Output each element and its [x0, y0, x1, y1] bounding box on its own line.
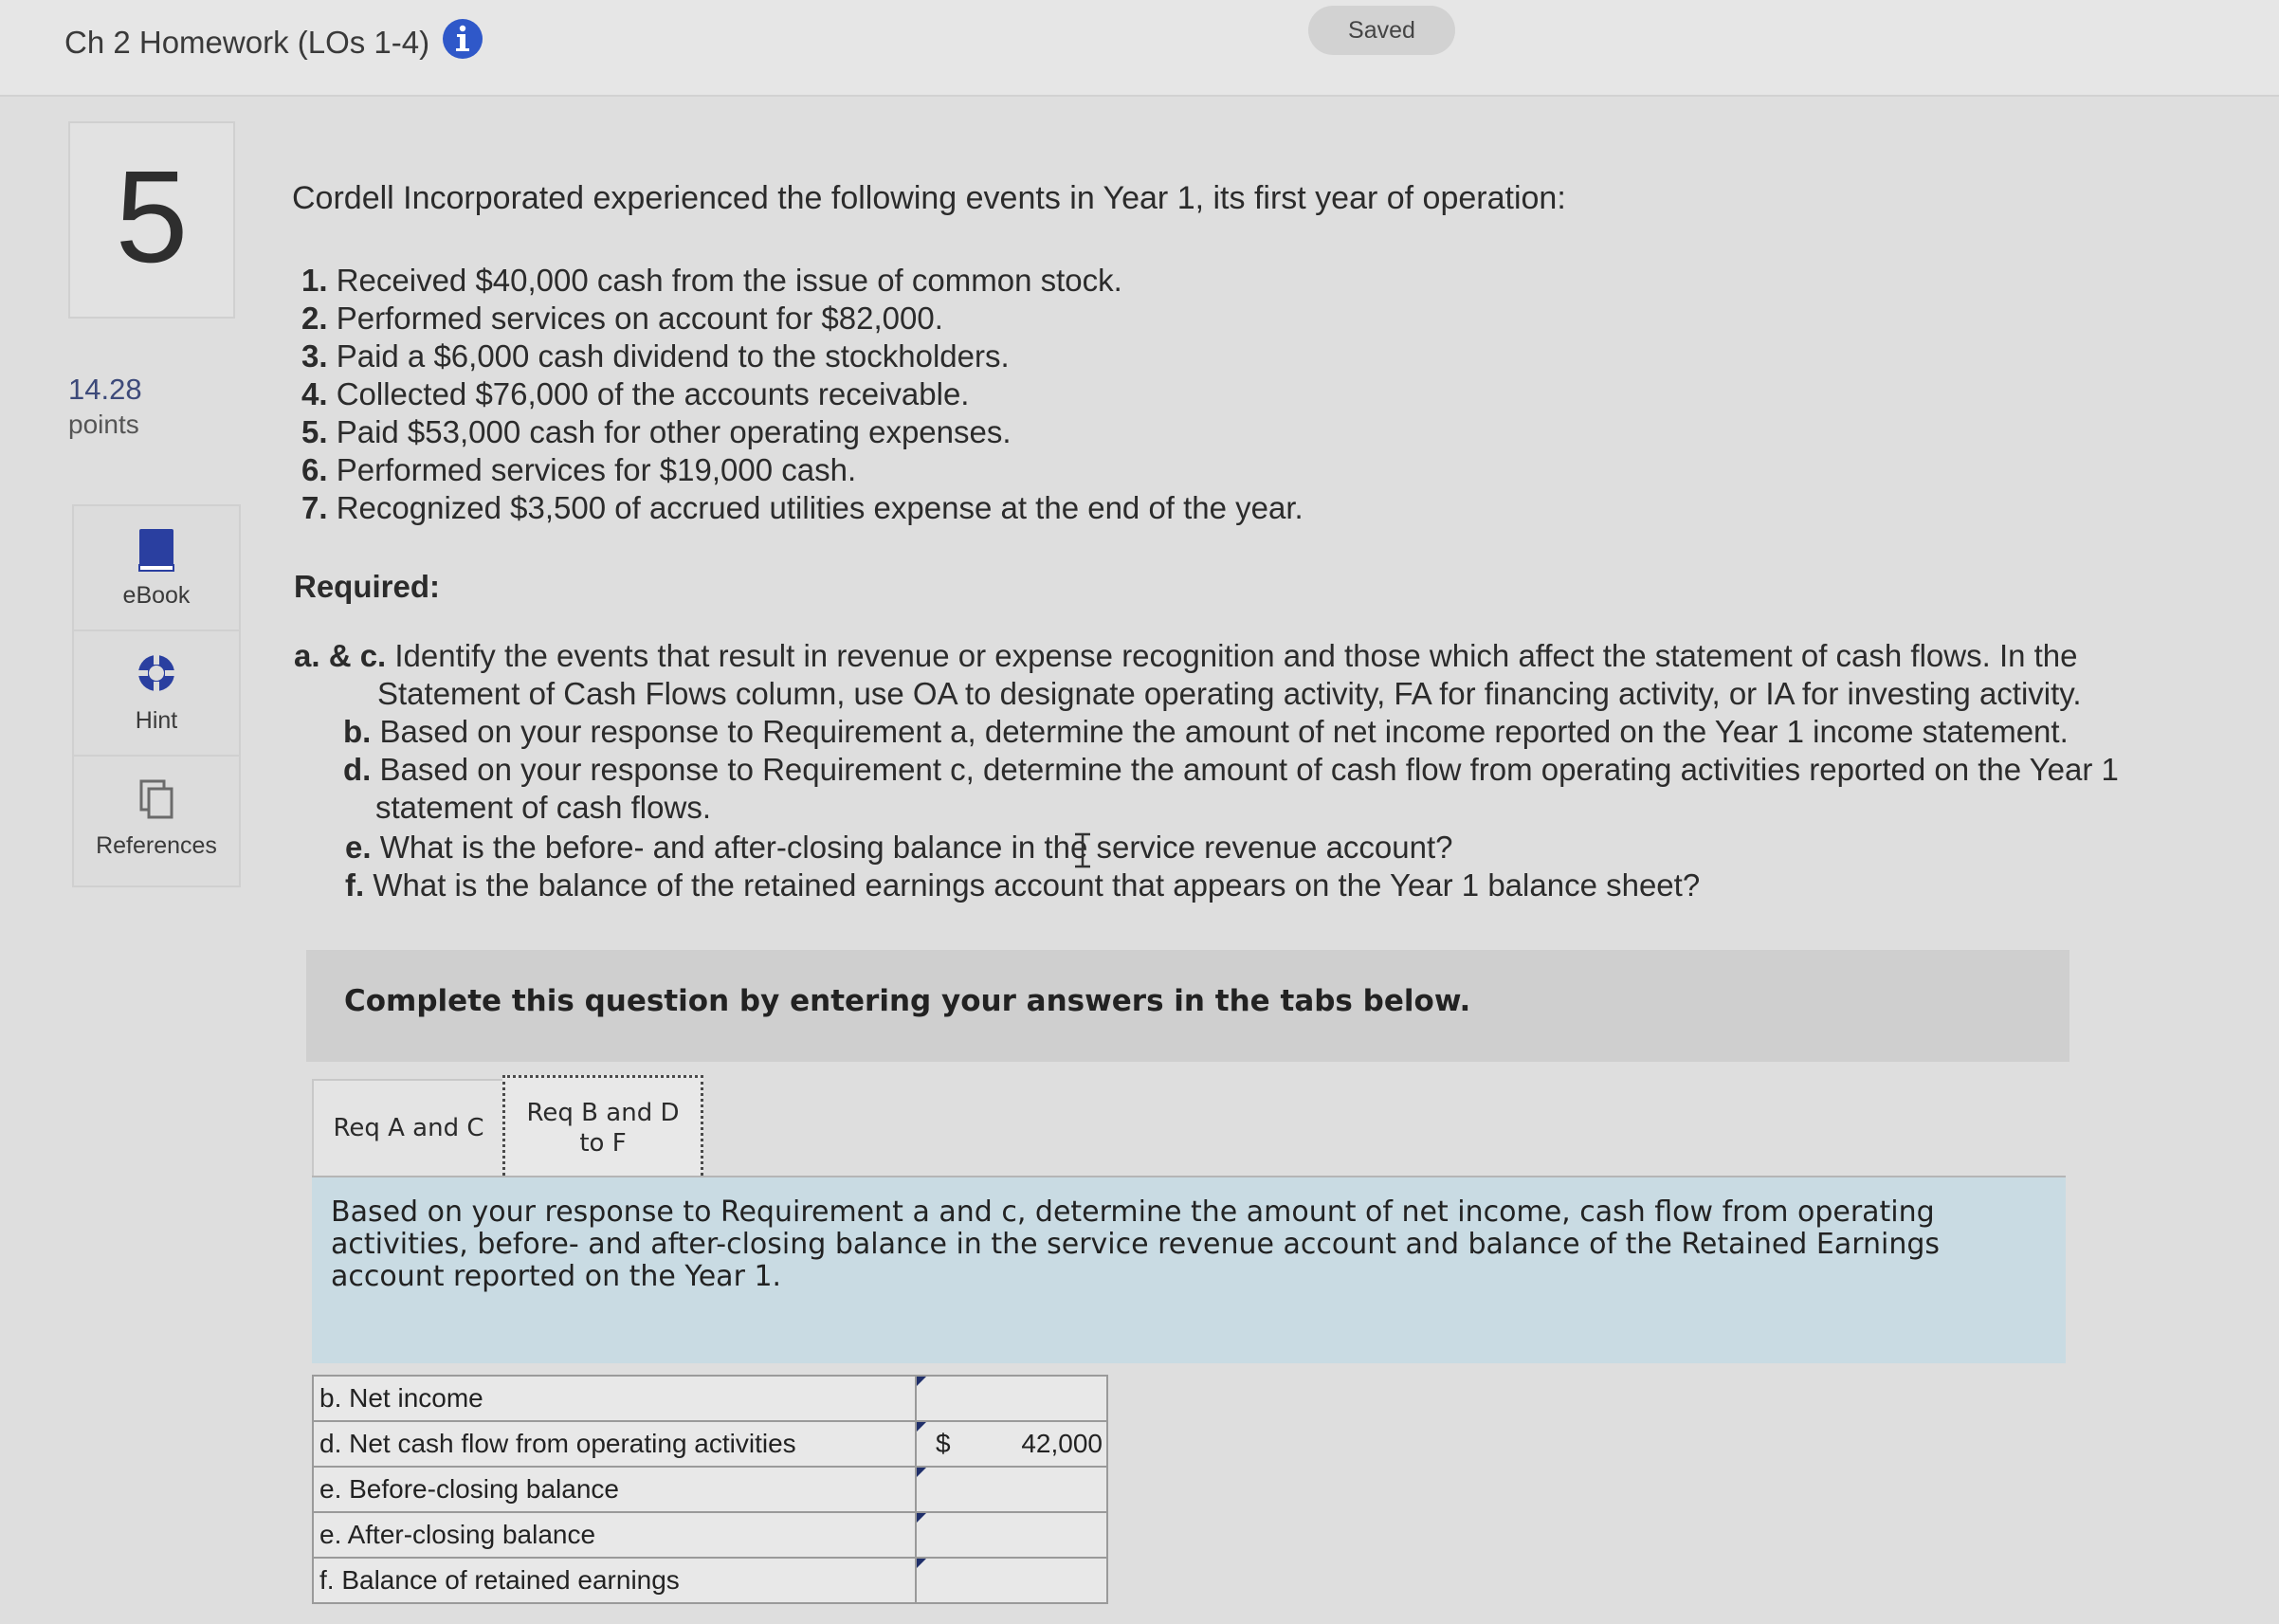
retained-earnings-input[interactable] — [916, 1558, 1107, 1603]
requirement-ac-cont: Statement of Cash Flows column, use OA to designate operating activity, FA for financing activity, or IA for investing activity. — [377, 676, 2082, 711]
points-value: 14.28 — [68, 373, 142, 406]
points-label: points — [68, 410, 139, 439]
hint-button[interactable] — [74, 631, 239, 757]
row-label: e. Before-closing balance — [313, 1467, 916, 1512]
ebook-label: eBook — [122, 582, 191, 609]
row-label: e. After-closing balance — [313, 1512, 916, 1558]
saved-status: Saved — [1308, 6, 1455, 55]
required-marker — [917, 1513, 926, 1523]
references-button[interactable] — [74, 757, 239, 880]
table-row — [313, 1376, 1107, 1421]
operating-cash-flow-input[interactable]: $ 42,000 — [916, 1421, 1107, 1467]
list-item: 2. Performed services on account for $82,000. — [301, 301, 943, 336]
after-closing-input[interactable] — [916, 1512, 1107, 1558]
table-row — [313, 1512, 1107, 1558]
row-label: b. Net income — [313, 1376, 916, 1421]
requirement-f: f. What is the balance of the retained earnings account that appears on the Year 1 balance sheet? — [345, 867, 1701, 903]
references-icon — [136, 777, 177, 825]
list-item: 5. Paid $53,000 cash for other operating expenses. — [301, 414, 1012, 449]
before-closing-input[interactable] — [916, 1467, 1107, 1512]
requirement-ac: a. & c. Identify the events that result in revenue or expense recognition and those which affect the statement of cash flows. In the — [294, 638, 2078, 673]
hint-icon — [136, 652, 177, 700]
requirement-d-cont: statement of cash flows. — [375, 790, 711, 825]
tab-req-b-and-d-to-f[interactable] — [502, 1075, 703, 1181]
required-marker — [917, 1559, 926, 1568]
list-item: 7. Recognized $3,500 of accrued utilities expense at the end of the year. — [301, 490, 1304, 525]
table-row — [313, 1421, 1107, 1467]
tool-panel — [72, 504, 241, 887]
question-number: 5 — [115, 144, 189, 290]
hint-label: Hint — [135, 707, 178, 734]
required-heading: Required: — [294, 569, 441, 604]
requirement-e: e. What is the before- and after-closing balance in the service revenue account? — [345, 830, 1453, 865]
list-item: 1. Received $40,000 cash from the issue of common stock. — [301, 263, 1122, 298]
list-item: 3. Paid a $6,000 cash dividend to the stockholders. — [301, 338, 1010, 374]
text-cursor-icon — [1071, 832, 1094, 868]
events-list — [301, 262, 1304, 527]
assignment-title: Ch 2 Homework (LOs 1-4) — [64, 25, 430, 60]
required-marker — [917, 1377, 926, 1386]
tab-req-a-and-c[interactable] — [312, 1079, 505, 1176]
instruction-bar — [306, 950, 2069, 1062]
info-icon[interactable] — [441, 17, 484, 61]
tab-label-line2: to F — [579, 1129, 627, 1158]
row-label: d. Net cash flow from operating activities — [313, 1421, 916, 1467]
required-marker — [917, 1468, 926, 1477]
requirement-b: b. Based on your response to Requirement a, determine the amount of net income reported on the Year 1 income statement. — [343, 714, 2069, 749]
list-item: 6. Performed services for $19,000 cash. — [301, 452, 857, 487]
tab-label-line1: Req B and D — [526, 1099, 680, 1127]
instruction-text: Complete this question by entering your answers in the tabs below. — [344, 984, 1471, 1018]
table-row — [313, 1467, 1107, 1512]
prompt-box — [312, 1177, 2066, 1363]
top-bar — [0, 0, 2279, 97]
question-intro: Cordell Incorporated experienced the following events in Year 1, its first year of operation: — [292, 180, 1566, 216]
row-label: f. Balance of retained earnings — [313, 1558, 916, 1603]
list-item: 4. Collected $76,000 of the accounts receivable. — [301, 376, 970, 411]
tab-label: Req A and C — [333, 1114, 484, 1142]
ebook-button[interactable] — [74, 506, 239, 631]
ebook-icon — [136, 527, 177, 575]
prompt-text: Based on your response to Requirement a and c, determine the amount of net income, cash flow from operating activities, before- and after-closing balance in the service revenue account and balance of the Retained Earnings account reported on the Year 1. — [331, 1195, 1941, 1293]
required-marker — [917, 1422, 926, 1432]
references-label: References — [96, 832, 217, 859]
net-income-input[interactable] — [916, 1376, 1107, 1421]
table-row — [313, 1558, 1107, 1603]
requirement-d: d. Based on your response to Requirement c, determine the amount of cash flow from operating activities reported on the Year 1 — [343, 752, 2119, 787]
question-number-box — [68, 121, 235, 319]
answer-table — [312, 1375, 1108, 1604]
